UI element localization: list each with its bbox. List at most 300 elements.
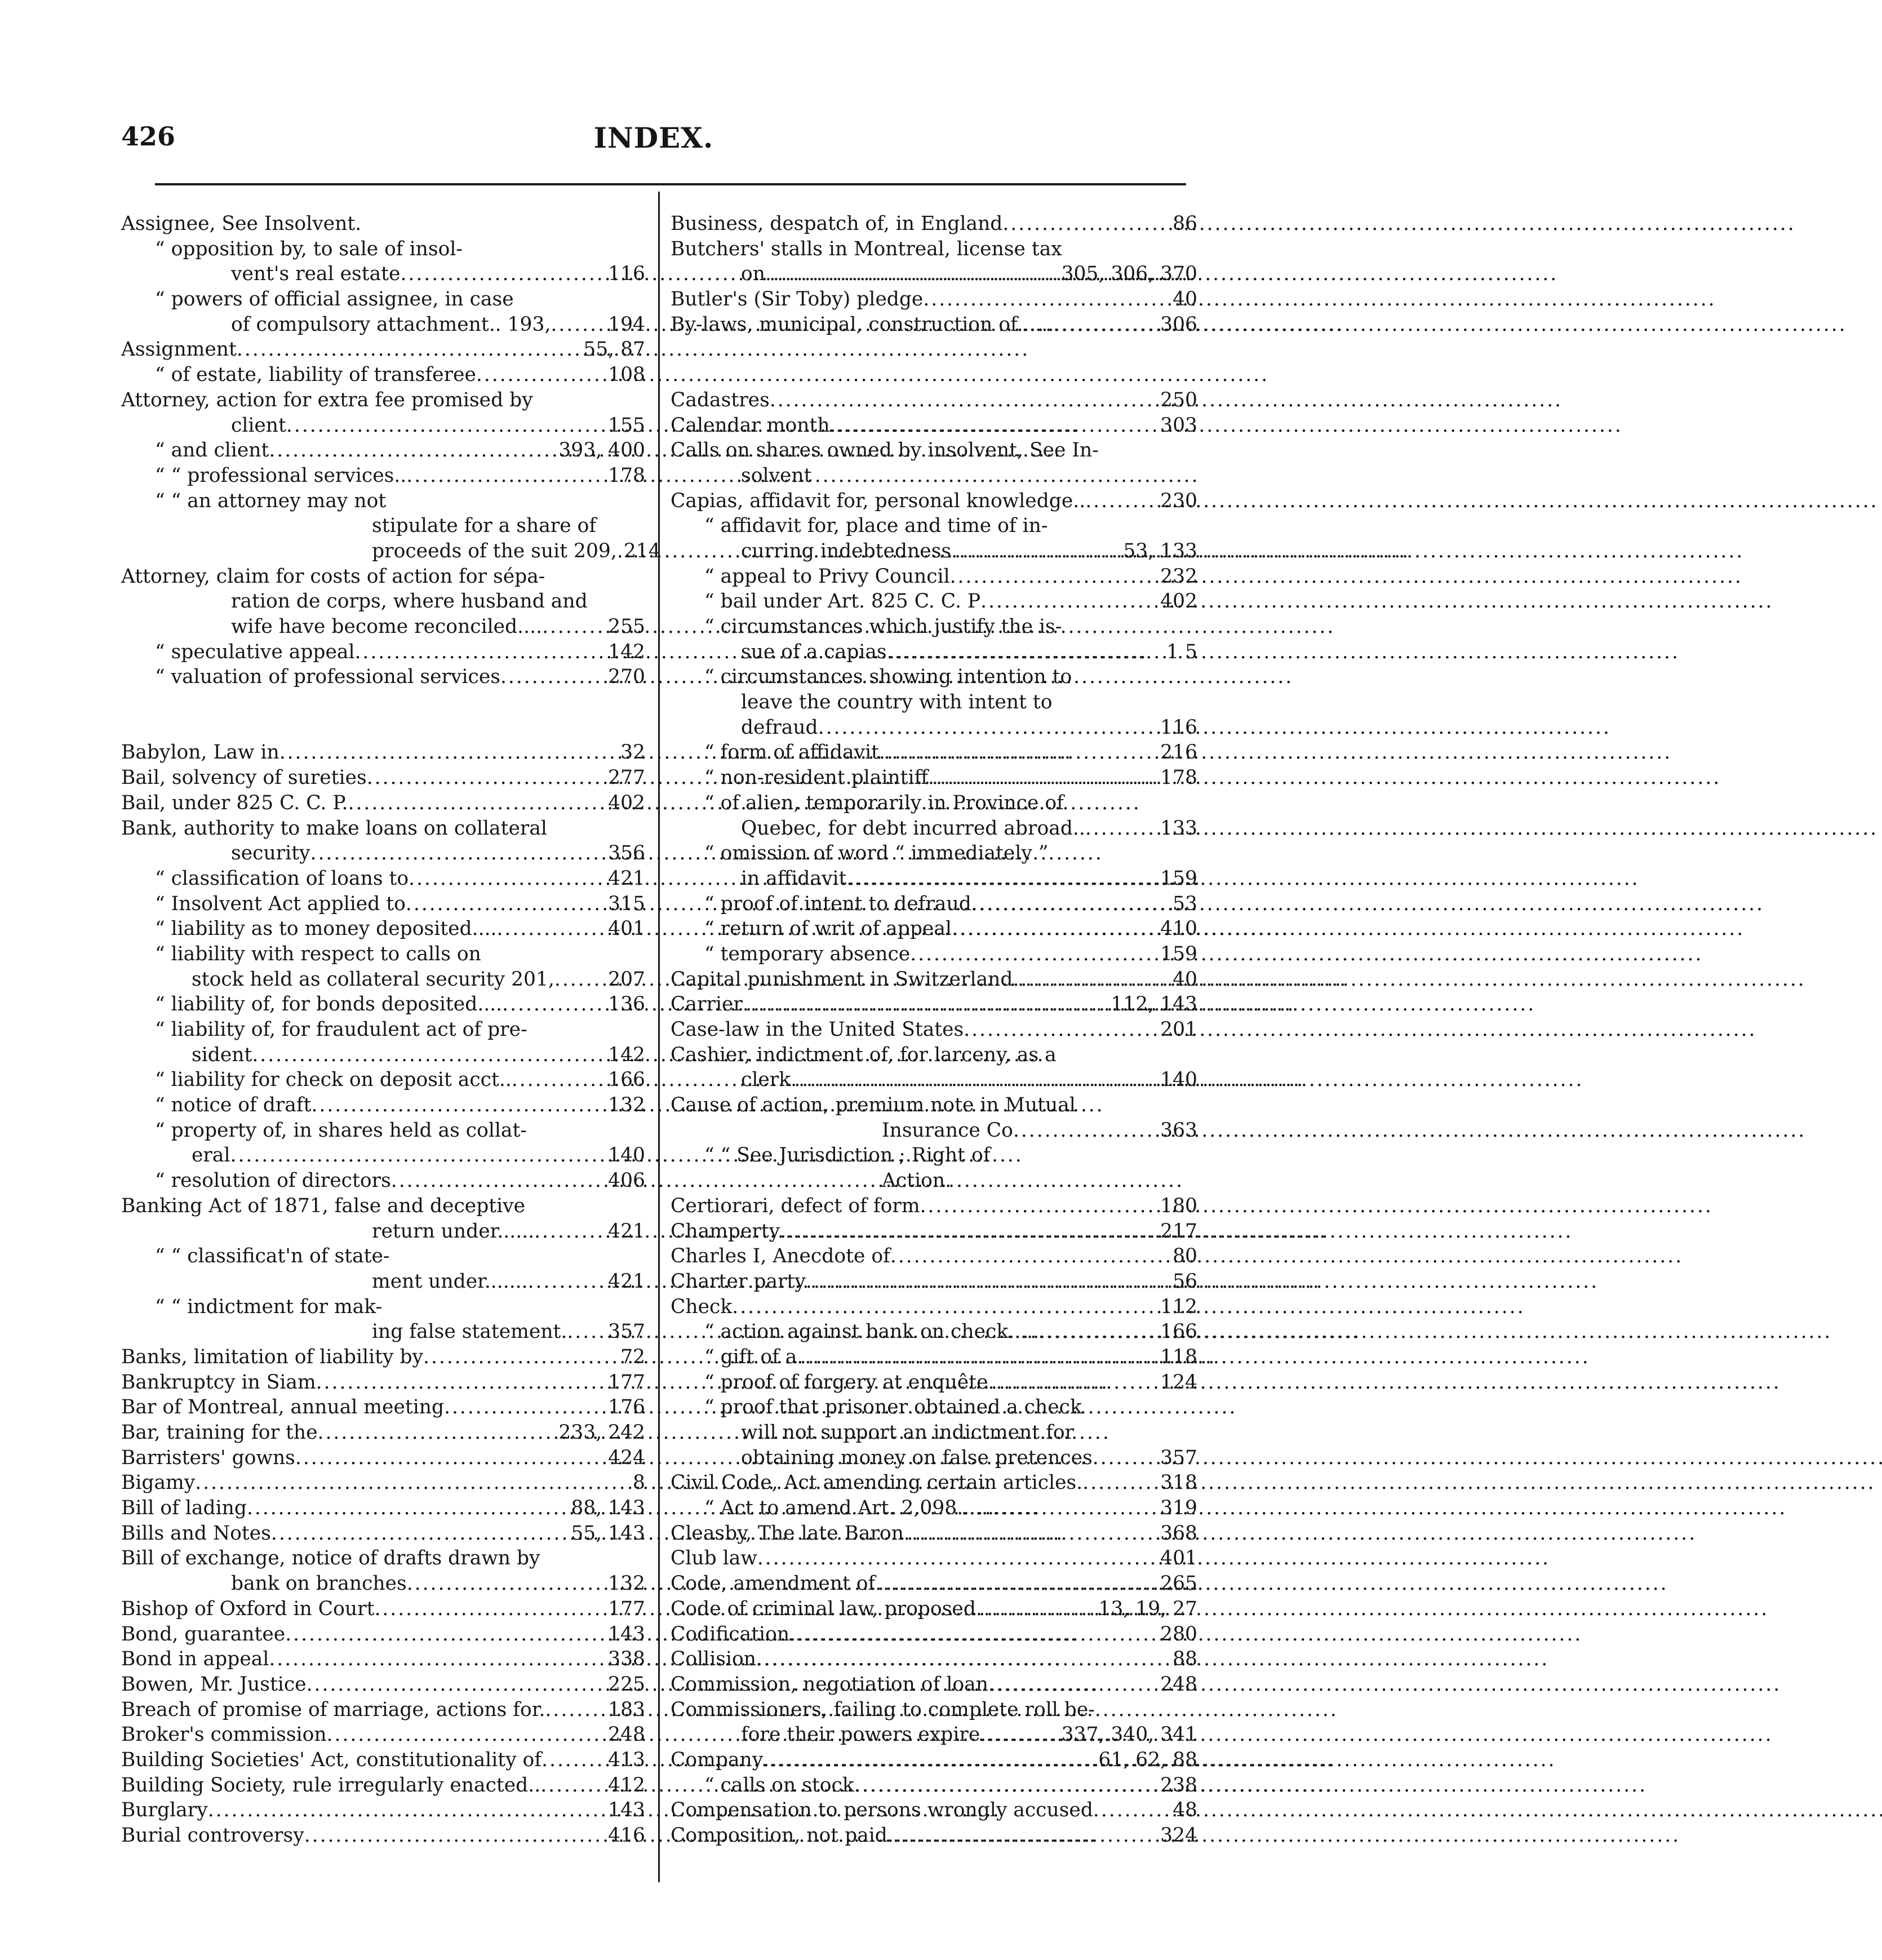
index-entry [671, 1823, 1197, 1848]
index-entry [121, 1370, 645, 1395]
entry-text: Attorney, action for extra fee promised by [121, 388, 533, 411]
entry-text: “ calls on stock [704, 1773, 854, 1797]
index-entry [671, 640, 1197, 665]
dot-leader [757, 1546, 1157, 1571]
entry-text: eral [192, 1144, 230, 1167]
dot-leader [406, 463, 605, 489]
page-reference: 277 [608, 766, 645, 790]
index-entry [671, 1294, 1197, 1320]
dot-leader [567, 1319, 605, 1345]
page-reference: 72 [620, 1345, 645, 1368]
entry-text: “ “ indictment for mak- [155, 1295, 383, 1318]
entry-text: “ gift of a [704, 1345, 797, 1368]
index-entry [671, 237, 1197, 262]
dot-leader [307, 1672, 605, 1697]
index-entry [121, 1672, 645, 1697]
index-entry [121, 1445, 645, 1471]
entry-text: Bond, guarantee [121, 1622, 286, 1646]
dot-leader [1085, 489, 1157, 514]
dot-leader [890, 1244, 1169, 1269]
dot-leader [879, 740, 1157, 765]
entry-text: Bigamy [121, 1471, 196, 1495]
entry-text: return under...... [372, 1220, 535, 1243]
index-entry [671, 1168, 1197, 1194]
entry-text: security [231, 842, 310, 865]
entry-text: Building Society, rule irregularly enacted.. [121, 1773, 541, 1797]
entry-text: “ liability for check on deposit acct.. [155, 1068, 512, 1092]
index-entry [121, 287, 645, 312]
entry-text: client [231, 414, 286, 437]
index-entry [671, 1672, 1197, 1697]
entry-text: fore their powers expire [741, 1723, 980, 1746]
page-reference: 133 [1160, 817, 1197, 840]
dot-leader [818, 715, 1157, 740]
entry-text: in affidavit [741, 867, 847, 890]
entry-text: Bail, solvency of sureties [121, 766, 367, 790]
index-entry [671, 1194, 1197, 1219]
entry-text: Composition, not paid [671, 1824, 887, 1847]
entry-text: “ appeal to Privy Council [704, 565, 950, 588]
entry-text: “ “ classificat'n of state- [155, 1245, 390, 1268]
index-entry [671, 564, 1197, 589]
page-reference: 88, 143 [571, 1497, 645, 1520]
index-entry [671, 1470, 1197, 1496]
dot-leader [951, 539, 1120, 564]
dot-leader [534, 1219, 605, 1244]
index-entry [121, 362, 645, 388]
page-reference: 1 5 [1166, 640, 1197, 663]
page-header [121, 121, 1186, 166]
index-entry [121, 539, 661, 564]
entry-text: vent's real estate [231, 263, 401, 286]
page-reference: 178 [608, 464, 645, 487]
index-entry [671, 690, 1197, 715]
dot-leader [500, 664, 605, 690]
entry-text: “ speculative appeal [155, 640, 355, 663]
entry-text: Broker's commission [121, 1723, 327, 1746]
dot-leader [286, 413, 605, 438]
page-reference: 177 [608, 1371, 645, 1394]
index-entry [671, 261, 1197, 287]
page-reference: 80 [1173, 1245, 1197, 1268]
index-entry [671, 1697, 1197, 1723]
index-entry [121, 841, 645, 866]
index-entry [671, 463, 1197, 489]
page-reference: 132 [608, 1094, 645, 1117]
index-entry [121, 967, 645, 992]
index-entry [671, 1496, 1197, 1521]
page-reference: 116 [1160, 716, 1197, 739]
index-entry [121, 463, 645, 489]
entry-text: Building Societies' Act, constitutionality of [121, 1748, 542, 1771]
index-entry [121, 1823, 645, 1848]
dot-leader [743, 992, 1107, 1017]
page-reference: 118 [1160, 1345, 1197, 1368]
dot-leader [806, 1269, 1169, 1294]
index-entry [671, 1219, 1197, 1244]
index-entry [671, 1118, 1197, 1143]
entry-text: “ omission of word “ immediately ” [704, 842, 1049, 865]
page-reference: 177 [608, 1597, 645, 1620]
entry-text: solvent [741, 464, 812, 487]
dot-leader [1013, 967, 1169, 992]
index-entry [121, 1420, 645, 1445]
entry-text: By-laws, municipal, construction of...... [671, 313, 1054, 336]
page-reference: 265 [1160, 1572, 1197, 1595]
dot-leader [980, 589, 1157, 614]
index-entry [671, 1546, 1197, 1571]
index-entry [121, 1143, 645, 1168]
entry-text: Burial controversy [121, 1824, 304, 1847]
index-entry [671, 942, 1197, 967]
entry-text: stipulate for a share of [372, 515, 597, 538]
dot-leader [1039, 1319, 1157, 1345]
page-reference: 401 [1160, 1547, 1197, 1570]
dot-leader [502, 992, 605, 1017]
page-reference: 248 [1160, 1673, 1197, 1696]
entry-text: Cadastres [671, 388, 770, 411]
dot-leader [279, 740, 617, 765]
entry-text: Cashier, indictment of, for larceny, as a [671, 1043, 1057, 1066]
index-entry [671, 1622, 1197, 1647]
page-reference: 13, 19, 27 [1098, 1597, 1197, 1620]
page-reference: 421 [608, 1270, 645, 1293]
index-entry [121, 1798, 645, 1823]
dot-leader [354, 640, 605, 665]
entry-text: “ return of writ of appeal [704, 917, 952, 941]
entry-text: of compulsory attachment.. 193, [231, 313, 551, 336]
index-entry [121, 1521, 645, 1546]
page-reference: 55, 87 [583, 338, 645, 361]
entry-text: “ of estate, liability of transferee [155, 363, 476, 387]
entry-text: Quebec, for debt incurred abroad.. [741, 817, 1085, 840]
index-entry [121, 1597, 645, 1622]
entry-text: defraud [741, 716, 818, 739]
entry-text: bank on branches [231, 1572, 407, 1595]
page-reference: 48 [1173, 1799, 1197, 1822]
page-reference: 230 [1160, 489, 1197, 512]
dot-leader [497, 916, 605, 942]
dot-leader [1054, 312, 1157, 338]
page-reference: 410 [1160, 917, 1197, 941]
entry-text: “ notice of draft [155, 1094, 312, 1117]
index-entry [121, 1697, 645, 1723]
page-reference: 250 [1160, 388, 1197, 411]
page-reference: 356 [608, 842, 645, 865]
index-entry [121, 1294, 645, 1320]
page-reference: 166 [608, 1068, 645, 1092]
page-reference: 112 [1160, 1295, 1197, 1318]
dot-leader [311, 1093, 605, 1118]
dot-leader [994, 1496, 1157, 1521]
entry-text: “ of alien, temporarily in Province of [704, 791, 1064, 814]
index-entry [671, 614, 1197, 640]
index-column-left [121, 211, 661, 1848]
entry-text: Burglary [121, 1799, 208, 1822]
entry-text: “ valuation of professional services [155, 666, 500, 689]
index-entry [671, 1748, 1197, 1773]
page-reference: 176 [608, 1396, 645, 1419]
dot-leader [554, 967, 605, 992]
entry-text: Code, amendment of [671, 1572, 876, 1595]
dot-leader [910, 942, 1157, 967]
entry-text: Butler's (Sir Toby) pledge [671, 288, 924, 311]
index-entry [671, 1370, 1197, 1395]
page-reference: 305, 306, 370 [1061, 263, 1197, 286]
page-reference: 143 [608, 1622, 645, 1646]
page-reference: 53, 133 [1123, 539, 1197, 562]
entry-text: Bishop of Oxford in Court [121, 1597, 375, 1620]
index-entry [671, 388, 1197, 413]
page-reference: 214 [623, 539, 661, 562]
entry-text: proceeds of the suit 209, [372, 539, 617, 562]
dot-leader [269, 438, 555, 463]
entry-text: “ liability with respect to calls on [155, 942, 481, 965]
page-reference: 255 [608, 615, 645, 638]
dot-leader [830, 413, 1157, 438]
entry-text: “ resolution of directors [155, 1169, 391, 1192]
page-reference: 233, 242 [558, 1421, 645, 1444]
page-reference: 40 [1173, 288, 1197, 311]
entry-text: Code of criminal law, proposed [671, 1597, 976, 1620]
page-reference: 216 [1160, 741, 1197, 764]
entry-text: “ circumstances showing intention to [704, 666, 1072, 689]
entry-text: Carrier [671, 993, 743, 1016]
page-reference: 306 [1160, 313, 1197, 336]
index-entry [671, 1319, 1197, 1345]
page-reference: 401 [608, 917, 645, 941]
dot-leader [789, 1622, 1157, 1647]
index-entry [671, 1521, 1197, 1546]
page-reference: 421 [608, 867, 645, 890]
dot-leader [374, 1597, 605, 1622]
page-reference: 155 [608, 414, 645, 437]
page-title: INDEX. [593, 121, 714, 154]
index-entry [121, 413, 645, 438]
entry-text: “ opposition by, to sale of insol- [155, 237, 463, 260]
entry-text: stock held as collateral security 201, [192, 968, 554, 991]
entry-text: Butchers' stalls in Montreal, license tax [671, 237, 1062, 260]
page-reference: 142 [608, 640, 645, 663]
dot-leader [875, 1571, 1157, 1597]
index-entry [671, 841, 1197, 866]
index-entry [671, 664, 1197, 690]
index-entry [671, 1067, 1197, 1093]
dot-leader [765, 261, 1058, 287]
entry-text: “ powers of official assignee, in case [155, 288, 514, 311]
page-reference: 136 [608, 993, 645, 1016]
index-entry [121, 1017, 645, 1043]
dot-leader [476, 362, 605, 388]
index-entry [671, 1597, 1197, 1622]
page-reference: 207 [608, 968, 645, 991]
index-entry [671, 539, 1197, 564]
page-reference: 140 [1160, 1068, 1197, 1092]
entry-text: sident [192, 1043, 252, 1066]
page-reference: 324 [1160, 1824, 1197, 1847]
entry-text: Insurance Co [882, 1119, 1013, 1142]
entry-text: “ “ See Jurisdiction ; Right of [704, 1144, 991, 1167]
entry-text: Calendar month [671, 414, 830, 437]
dot-leader [1013, 1118, 1157, 1143]
dot-leader [409, 866, 605, 892]
entry-text: Collision [671, 1648, 756, 1671]
index-entry [121, 312, 645, 338]
page-reference: 53 [1173, 892, 1197, 915]
index-entry [671, 287, 1197, 312]
dot-leader [545, 1697, 605, 1723]
index-entry [121, 1043, 645, 1068]
entry-text: Check [671, 1295, 733, 1318]
index-entry [671, 791, 1197, 816]
index-entry [121, 513, 645, 539]
index-entry [671, 1043, 1197, 1068]
blank-line [671, 362, 1197, 388]
entry-text: Company [671, 1748, 764, 1771]
page-reference: 56 [1173, 1270, 1197, 1293]
index-entry [121, 916, 645, 942]
page-reference: 413 [608, 1748, 645, 1771]
entry-text: Capias, affidavit for, personal knowledge.. [671, 489, 1086, 512]
index-entry [121, 237, 645, 262]
page-reference: 393, 400 [558, 439, 645, 462]
index-entry [121, 1244, 645, 1269]
index-entry [121, 1571, 645, 1597]
page-reference: 421 [608, 1220, 645, 1243]
page-reference: 166 [1160, 1320, 1197, 1343]
page-reference: 40 [1173, 968, 1197, 991]
dot-leader [1002, 211, 1169, 237]
entry-text: Champerty [671, 1220, 780, 1243]
index-entry [121, 1168, 645, 1194]
entry-text: Bills and Notes [121, 1522, 271, 1545]
dot-leader [400, 261, 605, 287]
page-reference: 159 [1160, 942, 1197, 965]
entry-text: Charter party [671, 1270, 806, 1293]
entry-text: Cause of action, premium note in Mutual [671, 1094, 1076, 1117]
entry-text: leave the country with intent to [741, 691, 1053, 714]
entry-text: Breach of promise of marriage, actions for. [121, 1698, 545, 1721]
index-entry [121, 261, 645, 287]
index-entry [671, 1143, 1197, 1168]
index-entry [121, 211, 645, 237]
dot-leader [285, 1622, 605, 1647]
index-entry [671, 1345, 1197, 1370]
entry-text: Bond in appeal [121, 1648, 269, 1671]
index-entry [121, 1470, 645, 1496]
dot-leader [348, 791, 605, 816]
page-reference: 88 [1173, 1648, 1197, 1671]
page-reference: 238 [1160, 1773, 1197, 1797]
dot-leader [367, 765, 605, 791]
entry-text: Commission, negotiation of loan [671, 1673, 988, 1696]
dot-leader [988, 1672, 1157, 1697]
entry-text: wife have become reconciled.... [231, 615, 543, 638]
dot-leader [887, 640, 1163, 665]
entry-text: Bar of Montreal, annual meeting [121, 1396, 445, 1419]
dot-leader [391, 1168, 605, 1194]
dot-leader [920, 1194, 1157, 1219]
entry-text: curring indebtedness [741, 539, 952, 562]
entry-text: ment under....... [372, 1270, 528, 1293]
dot-leader [195, 1470, 629, 1496]
page-reference: 201 [1160, 1018, 1197, 1041]
entry-text: “ Insolvent Act applied to [155, 892, 406, 915]
entry-text: Club law [671, 1547, 757, 1570]
dot-leader [551, 312, 605, 338]
index-entry [121, 640, 645, 665]
entry-text: Bankruptcy in Siam [121, 1371, 316, 1394]
index-entry [121, 1546, 645, 1571]
page-reference: 143 [608, 1799, 645, 1822]
index-entry [121, 1219, 645, 1244]
entry-text: “ “ an attorney may not [155, 489, 387, 512]
dot-leader [928, 765, 1157, 791]
dot-leader [237, 337, 580, 362]
index-entry [121, 337, 645, 362]
page-reference: 248 [608, 1723, 645, 1746]
entry-text: Bank, authority to make loans on collateral [121, 817, 547, 840]
dot-leader [904, 1521, 1157, 1546]
dot-leader [407, 1571, 605, 1597]
index-entry [671, 1722, 1197, 1748]
dot-leader [444, 1395, 605, 1420]
dot-leader [976, 1597, 1095, 1622]
index-entry [671, 992, 1197, 1017]
dot-leader [780, 1219, 1157, 1244]
dot-leader [964, 1017, 1157, 1043]
entry-text: Bill of exchange, notice of drafts drawn by [121, 1547, 540, 1570]
page-reference: 368 [1160, 1522, 1197, 1545]
index-entry [671, 916, 1197, 942]
index-entry [121, 1622, 645, 1647]
index-entry [121, 1067, 645, 1093]
dot-leader [980, 1722, 1058, 1748]
index-entry [121, 589, 645, 614]
page-reference: 140 [608, 1144, 645, 1167]
page-reference: 194 [608, 313, 645, 336]
page-reference: 232 [1160, 565, 1197, 588]
blank-line [121, 715, 645, 740]
index-entry [671, 1571, 1197, 1597]
index-entry [121, 1647, 645, 1672]
entry-text: “ proof that prisoner obtained a check [704, 1396, 1082, 1419]
index-entry [671, 715, 1197, 740]
entry-text: Action. [882, 1169, 952, 1192]
page-reference: 357 [608, 1320, 645, 1343]
page-reference: 402 [1160, 590, 1197, 613]
index-entry [671, 1647, 1197, 1672]
dot-leader [318, 1420, 556, 1445]
dot-leader [1082, 1470, 1157, 1496]
entry-text: “ liability of, for bonds deposited.... [155, 993, 503, 1016]
index-entry [121, 489, 645, 514]
entry-text: on [741, 263, 765, 286]
page-reference: 217 [1160, 1220, 1197, 1243]
dot-leader [988, 1370, 1157, 1395]
index-entry [671, 1395, 1197, 1420]
index-entry [121, 740, 645, 765]
entry-text: Commissioners, failing to complete roll be- [671, 1698, 1095, 1721]
index-entry [671, 589, 1197, 614]
index-entry [121, 1093, 645, 1118]
entry-text: Charles I, Anecdote of [671, 1245, 890, 1268]
dot-leader [528, 1269, 605, 1294]
page-reference: 225 [608, 1673, 645, 1696]
entry-text: “ liability as to money deposited.... [155, 917, 497, 941]
index-entry [121, 438, 645, 463]
dot-leader [846, 866, 1157, 892]
